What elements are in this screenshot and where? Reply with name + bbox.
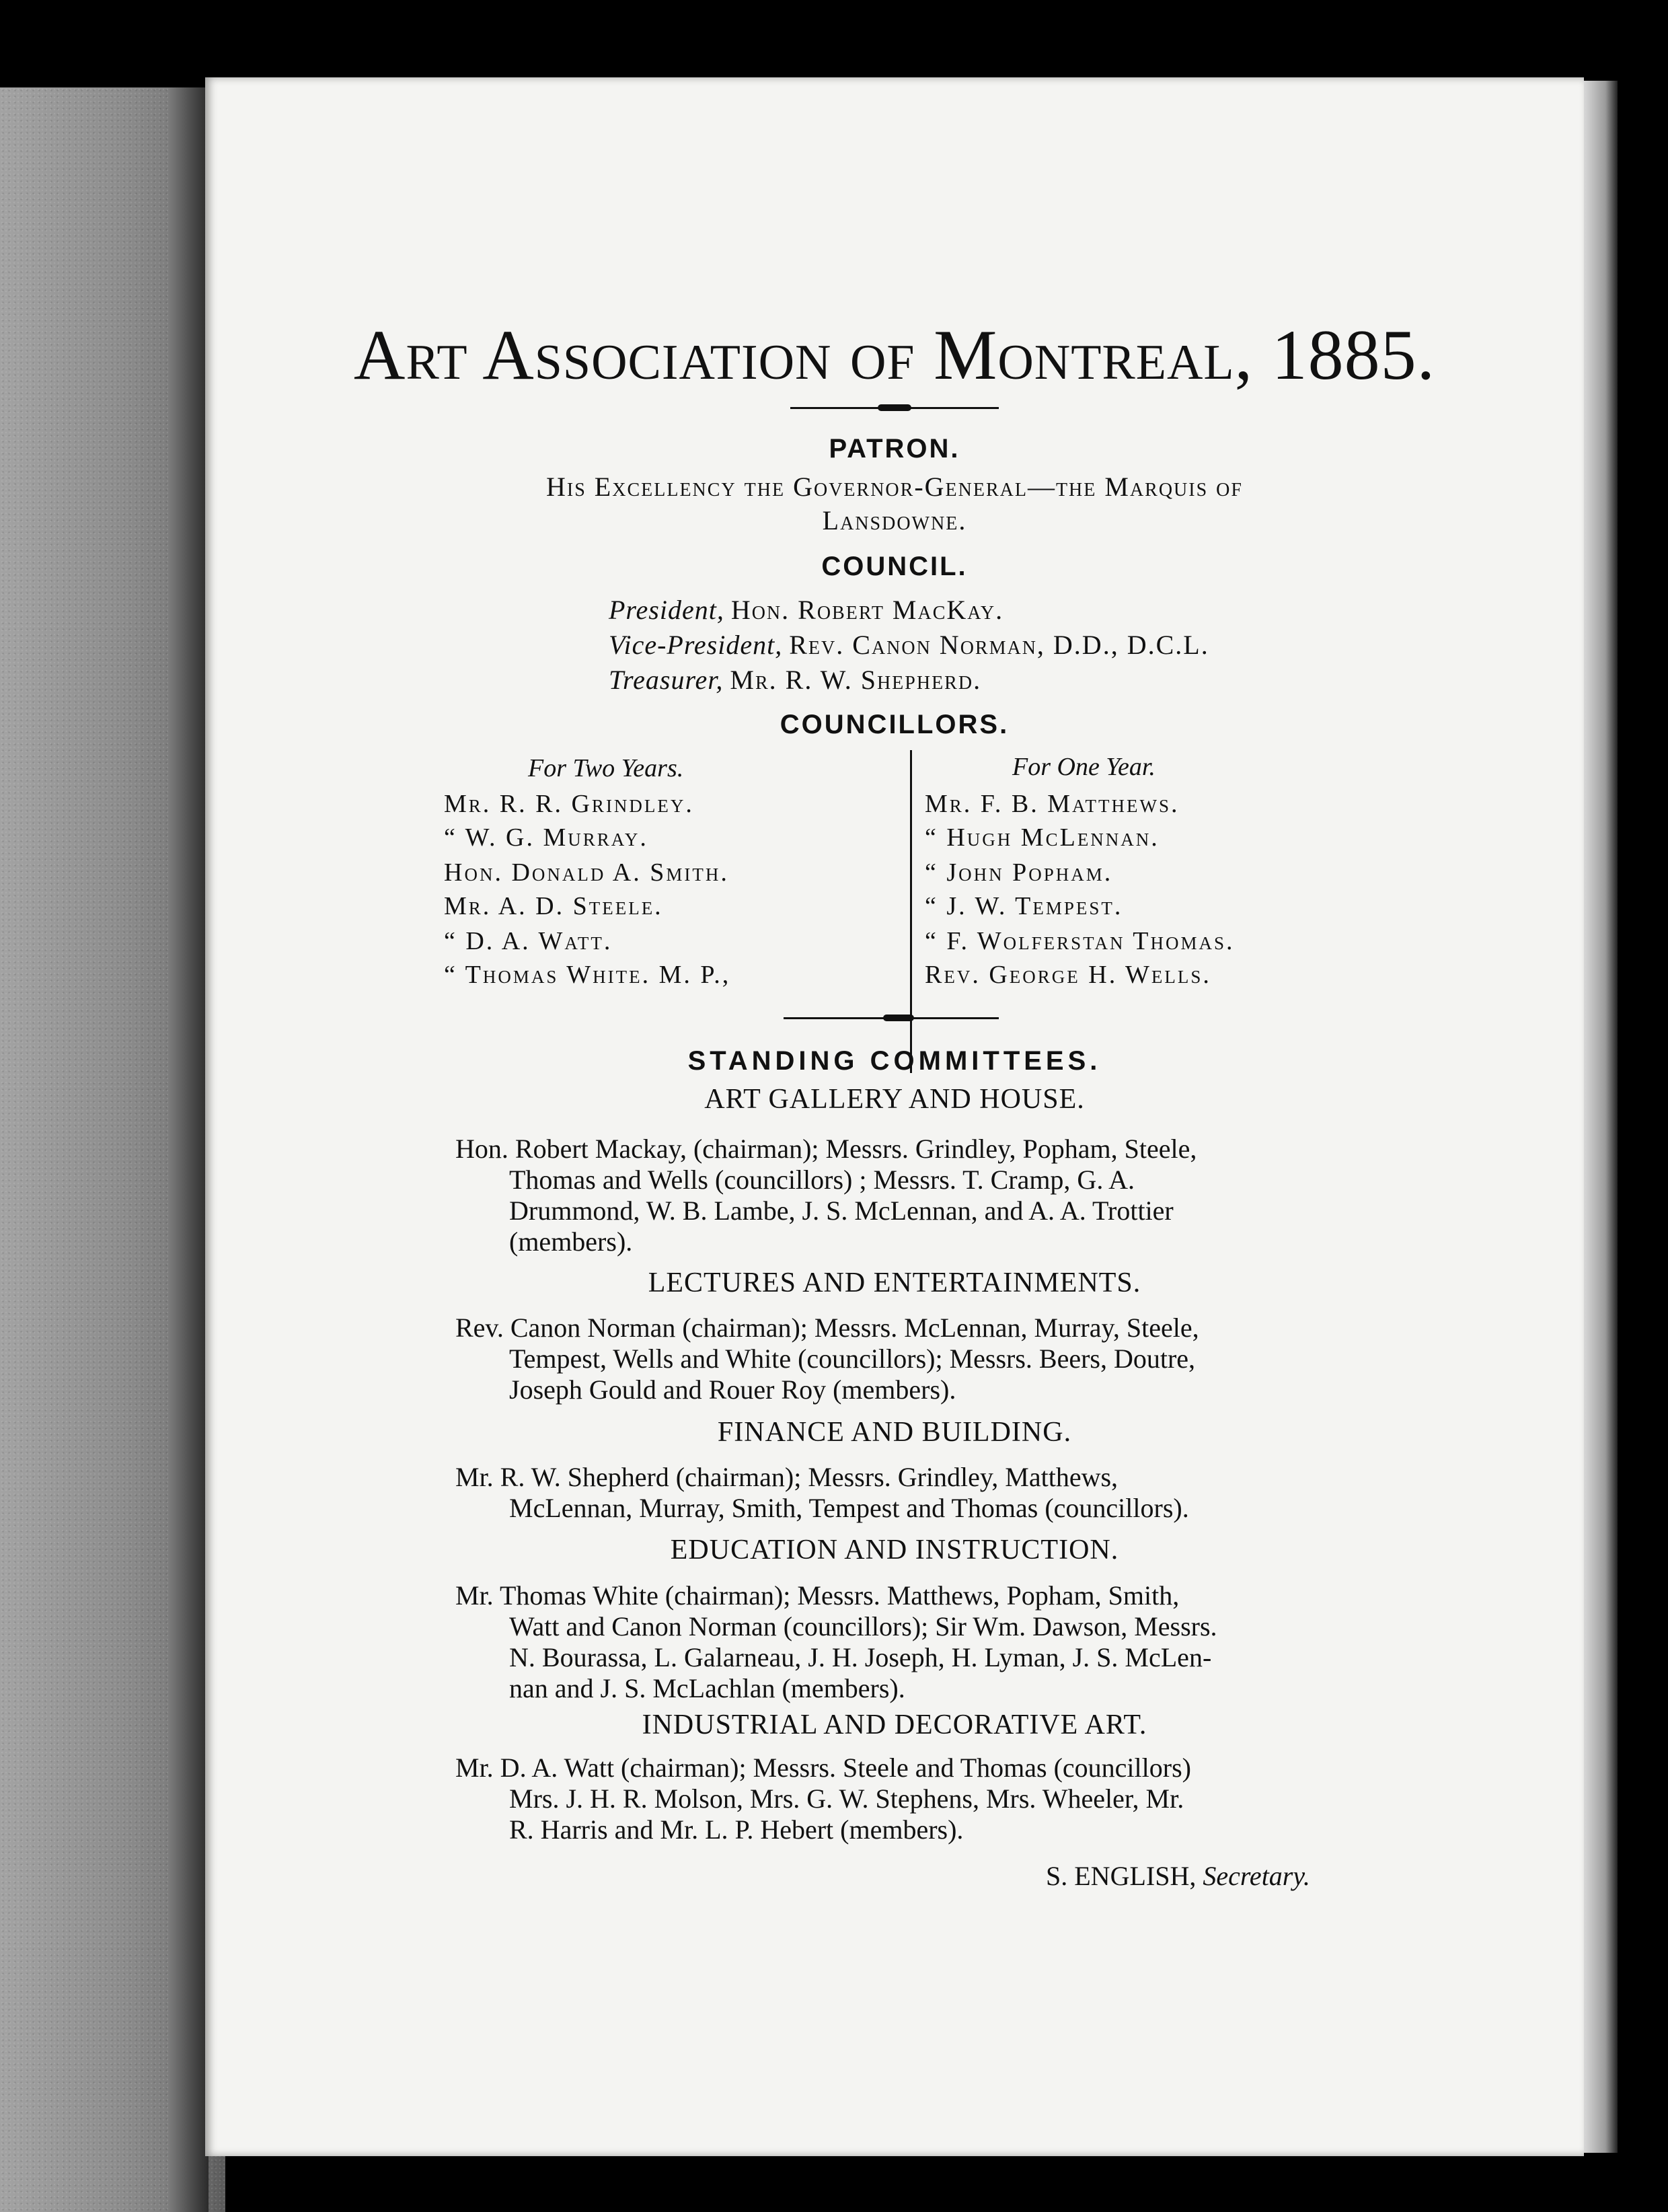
book-spine xyxy=(168,87,208,2212)
councillor-name: Mr. R. R. Grindley. xyxy=(444,790,694,818)
patron-line-1: His Excellency the Governor-General—the Marquis of xyxy=(546,472,1243,502)
two-years-heading: For Two Years. xyxy=(528,754,684,782)
committee-name: EDUCATION AND INSTRUCTION. xyxy=(670,1535,1119,1565)
councillor-name: “ Hugh McLennan. xyxy=(925,823,1160,852)
committee-members: Rev. Canon Norman (chairman); Messrs. McLennan, Murray, Steele, Tempest, Wells and White (councillors); Messrs. Beers, Doutre, Joseph Gould and Rouer Roy (members). xyxy=(455,1313,1199,1405)
councillor-name: Mr. A. D. Steele. xyxy=(444,892,663,920)
committee-members: Mr. Thomas White (chairman); Messrs. Matthews, Popham, Smith, Watt and Canon Norman (councillors); Sir Wm. Dawson, Messrs. N. Bourassa, L. Galarneau, J. H. Joseph, H. Lyman, J. S. McLen- nan and J. S. McLachlan (members). xyxy=(455,1580,1217,1703)
officer-role: President, xyxy=(609,595,724,625)
committee-members: Mr. D. A. Watt (chairman); Messrs. Steele and Thomas (councillors) Mrs. J. H. R. Molson, Mrs. G. W. Stephens, Mrs. Wheeler, Mr. R. Harris and Mr. L. P. Hebert (members). xyxy=(455,1753,1191,1845)
officer-role: Treasurer, xyxy=(609,665,724,695)
committee-name: INDUSTRIAL AND DECORATIVE ART. xyxy=(642,1709,1147,1740)
committee-name: ART GALLERY AND HOUSE. xyxy=(704,1084,1085,1115)
patron-heading: PATRON. xyxy=(829,434,960,464)
councillor-name: Rev. George H. Wells. xyxy=(925,961,1211,989)
councillor-name: “ John Popham. xyxy=(925,858,1113,887)
standing-committees-heading: STANDING COMMITTEES. xyxy=(687,1046,1102,1076)
councillor-name: “ W. G. Murray. xyxy=(444,823,648,852)
council-heading: COUNCIL. xyxy=(821,552,968,581)
officer-name: Rev. Canon Norman, D.D., D.C.L. xyxy=(789,630,1209,660)
patron-line-2: Lansdowne. xyxy=(822,505,967,536)
officer-vice-president xyxy=(609,629,1209,661)
councillors-heading: COUNCILLORS. xyxy=(780,710,1010,739)
councillor-name: Hon. Donald A. Smith. xyxy=(444,858,729,887)
councillor-name: “ F. Wolferstan Thomas. xyxy=(925,927,1235,955)
committee-name: LECTURES AND ENTERTAINMENTS. xyxy=(648,1267,1141,1298)
councillor-name: Mr. F. B. Matthews. xyxy=(925,790,1180,818)
document-title: Art Association of Montreal, 1885. xyxy=(353,316,1436,394)
secretary-signature xyxy=(1046,1860,1310,1892)
officer-name: Mr. R. W. Shepherd. xyxy=(730,665,982,695)
committee-members: Hon. Robert Mackay, (chairman); Messrs. Grindley, Popham, Steele, Thomas and Wells (councillors) ; Messrs. T. Cramp, G. A. Drummond, W. B. Lambe, J. S. McLennan, and A. A. Trottier (members). xyxy=(455,1134,1197,1257)
councillor-name: “ Thomas White. M. P., xyxy=(444,961,731,989)
officer-treasurer xyxy=(609,664,981,696)
councillor-name: “ D. A. Watt. xyxy=(444,927,613,955)
councillor-name: “ J. W. Tempest. xyxy=(925,892,1123,920)
officer-name: Hon. Robert MacKay. xyxy=(730,595,1004,625)
secretary-title: Secretary. xyxy=(1203,1861,1310,1891)
secretary-name: S. ENGLISH, xyxy=(1046,1861,1197,1891)
document-page xyxy=(205,77,1584,2156)
column-divider xyxy=(910,750,912,1073)
officer-role: Vice-President, xyxy=(609,630,783,660)
committee-members: Mr. R. W. Shepherd (chairman); Messrs. Grindley, Matthews, McLennan, Murray, Smith, Tempest and Thomas (councillors). xyxy=(455,1462,1189,1523)
one-year-heading: For One Year. xyxy=(1012,753,1155,781)
officer-president xyxy=(609,594,1003,626)
committee-name: FINANCE AND BUILDING. xyxy=(717,1417,1072,1448)
